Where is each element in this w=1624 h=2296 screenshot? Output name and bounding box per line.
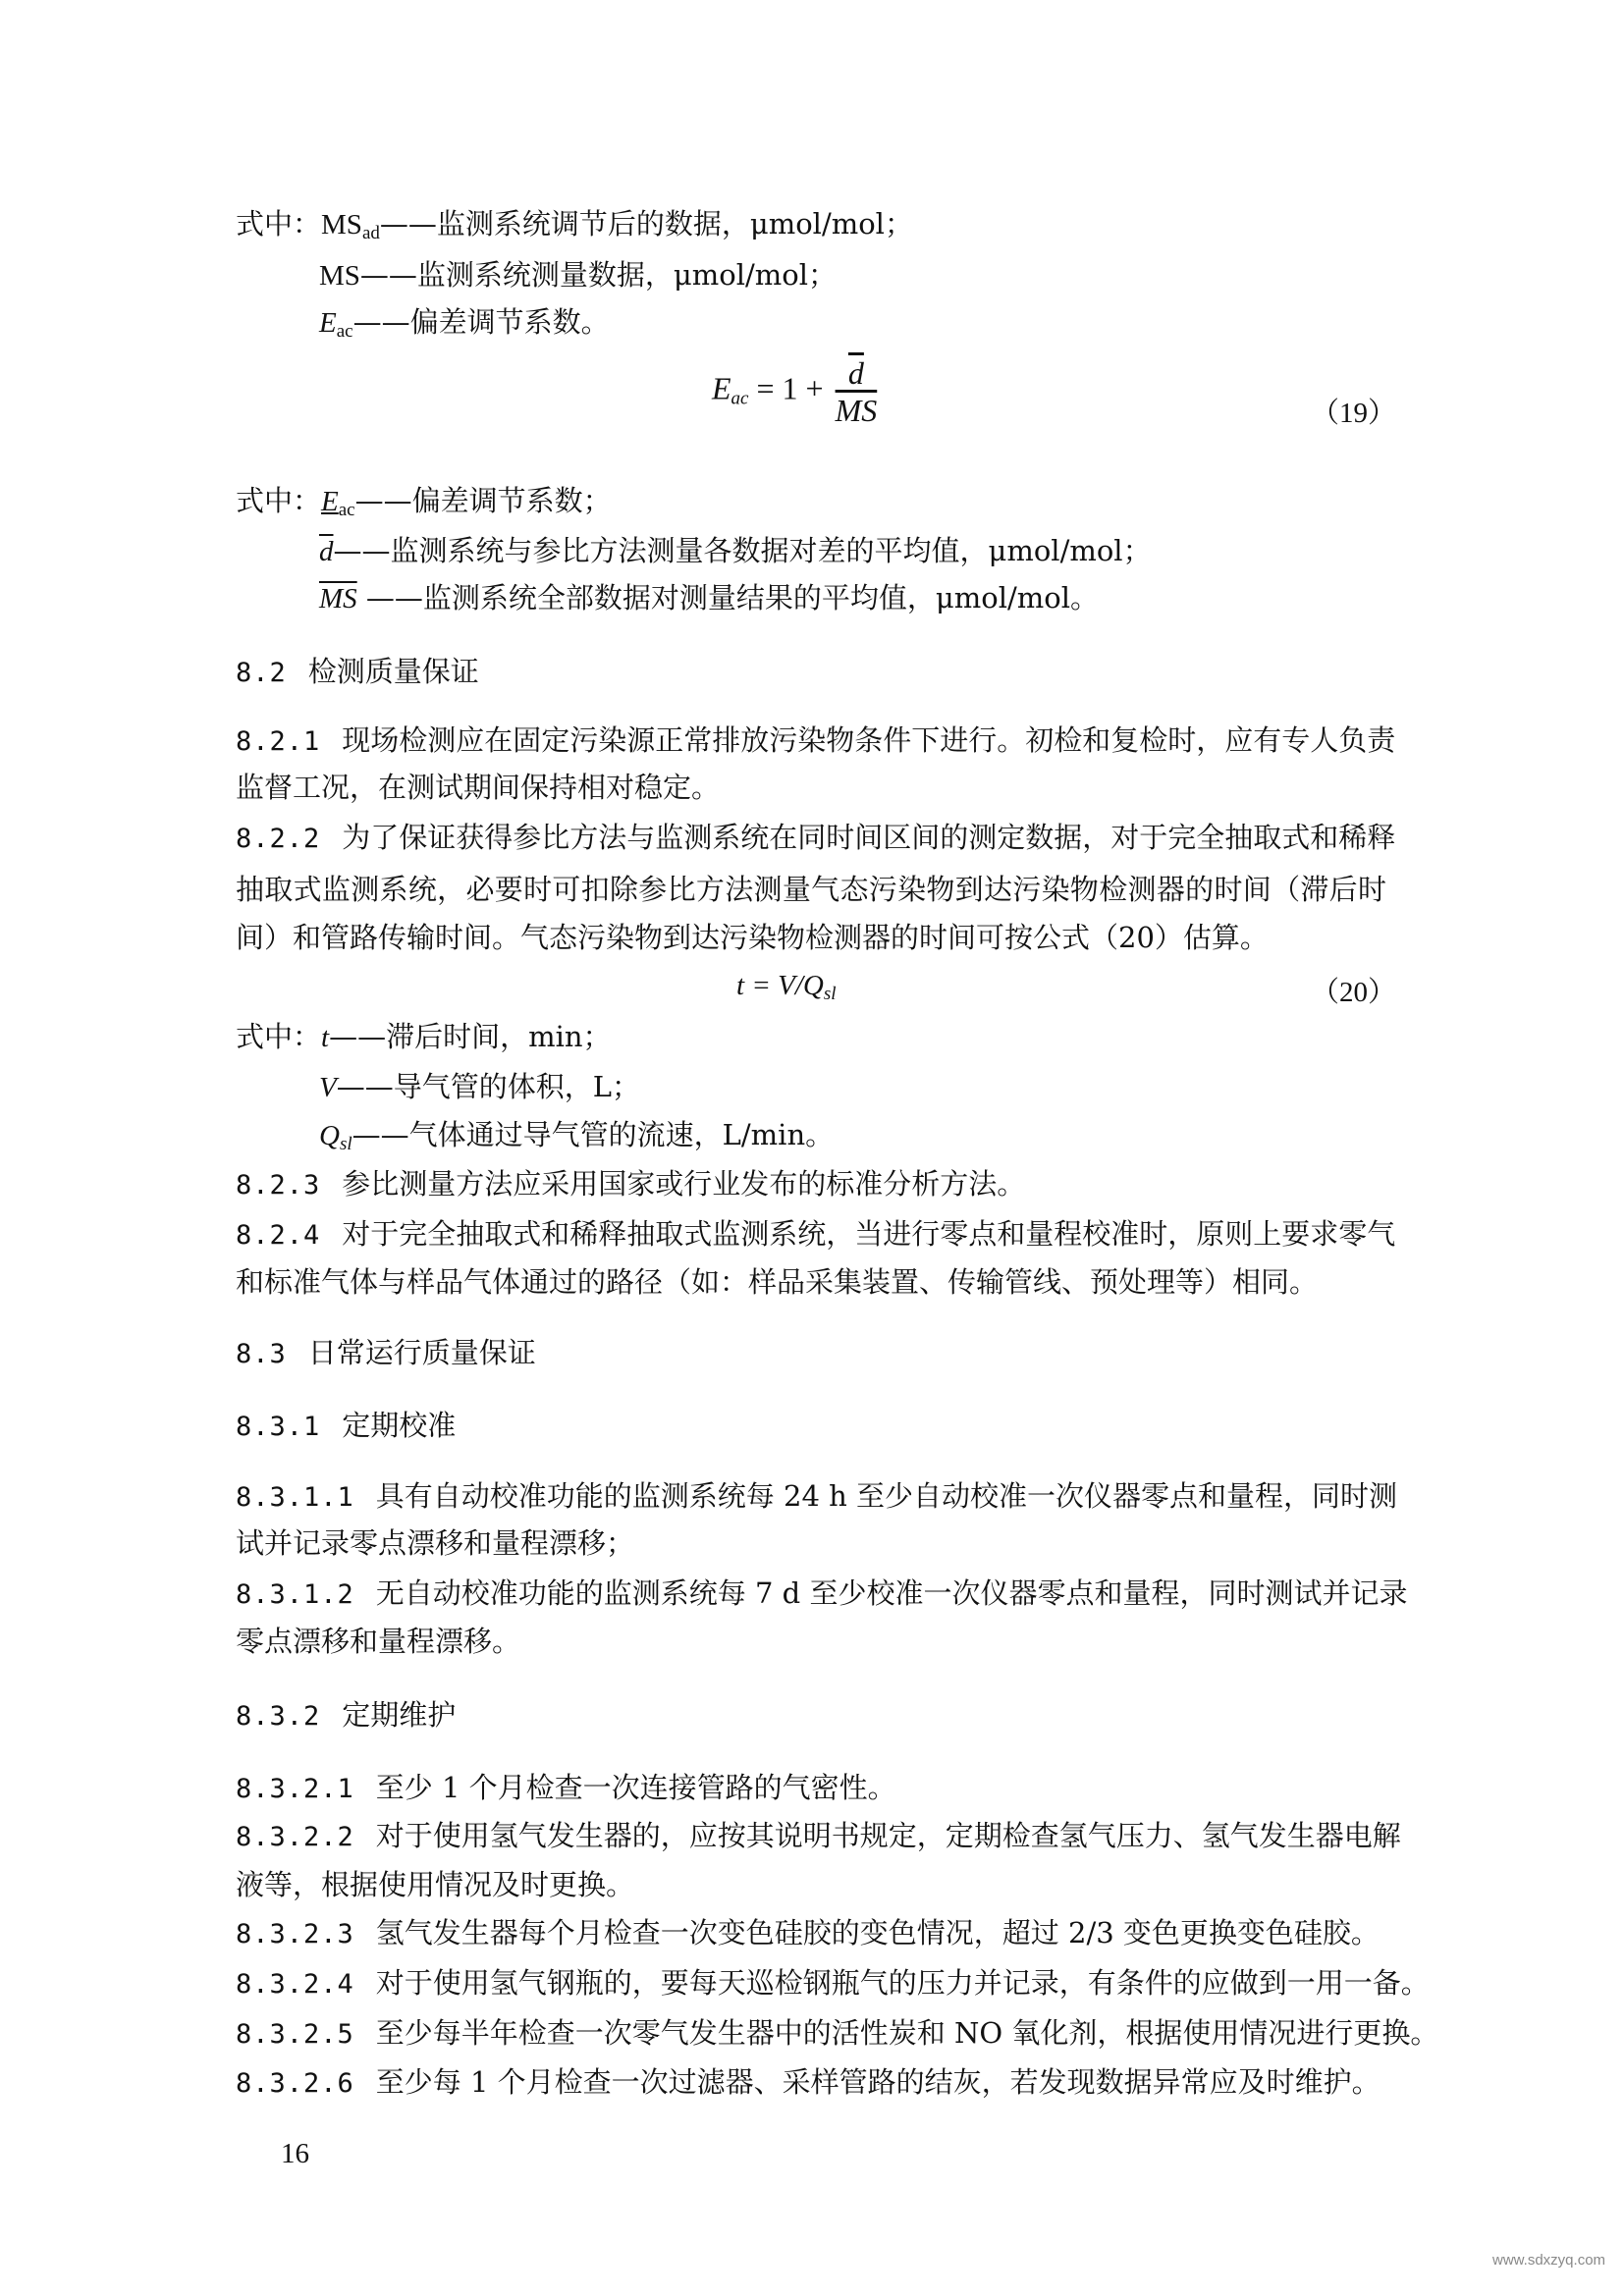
symbol: Q	[319, 1120, 340, 1151]
def3-q	[319, 1117, 834, 1152]
section-8-3-2-heading	[236, 1697, 456, 1733]
def-text: ——气体通过导气管的流速，L/min。	[352, 1118, 835, 1151]
subscript: ac	[338, 500, 355, 520]
para-line: 至少每 1 个月检查一次过滤器、采样管路的结灰，若发现数据异常应及时维护。	[375, 2065, 1380, 2099]
clause-number: 8.3.2.2	[236, 1822, 354, 1852]
subscript: ad	[361, 223, 380, 243]
def3-v	[319, 1069, 640, 1104]
section-8-3-1-heading	[236, 1408, 456, 1443]
para-line: 对于使用氢气发生器的，应按其说明书规定，定期检查氢气压力、氢气发生器电解	[375, 1819, 1401, 1852]
subscript: sl	[339, 1134, 352, 1154]
def-text: ——偏差调节系数；	[354, 484, 612, 517]
para-8-3-1-2	[236, 1575, 1408, 1611]
subscript: ac	[336, 321, 353, 342]
symbol: E	[319, 307, 337, 339]
fraction	[836, 355, 878, 428]
def-text: ——导气管的体积，L；	[336, 1070, 640, 1103]
def-ms-ad	[236, 206, 913, 241]
section-title: 定期校准	[342, 1409, 457, 1442]
formula-op: = 1 +	[748, 370, 832, 406]
section-number: 8.3	[236, 1339, 287, 1369]
para-8-2-1	[236, 722, 1396, 758]
para-8-3-2-6	[236, 2064, 1380, 2100]
clause-number: 8.2.2	[236, 824, 321, 854]
clause-number: 8.3.2.6	[236, 2068, 354, 2099]
para-line: 抽取式监测系统，必要时可扣除参比方法测量气态污染物到达污染物检测器的时间（滞后时	[236, 873, 1386, 906]
para-8-2-2	[236, 820, 1396, 855]
equation-number: （20）	[1311, 977, 1397, 1008]
clause-number: 8.3.1.2	[236, 1579, 354, 1610]
para-8-3-2-1	[236, 1770, 896, 1805]
def2-d	[319, 533, 1152, 568]
clause-number: 8.3.2.5	[236, 2019, 354, 2050]
formula-lhs: E	[712, 370, 731, 406]
clause-number: 8.2.3	[236, 1170, 321, 1201]
para-line: 监督工况，在测试期间保持相对稳定。	[236, 771, 721, 804]
def2-ms	[319, 580, 1099, 615]
def-text: ——监测系统测量数据，μmol/mol；	[359, 258, 838, 292]
clause-number: 8.2.4	[236, 1220, 321, 1251]
para-8-3-2-2	[236, 1818, 1401, 1853]
clause-number: 8.3.2.1	[236, 1774, 354, 1804]
section-number: 8.3.2	[236, 1701, 321, 1732]
def-ms	[319, 257, 837, 293]
def2-eac	[236, 483, 612, 518]
para-line: 试并记录零点漂移和量程漂移；	[236, 1526, 635, 1560]
para-8-3-2-5	[236, 2015, 1438, 2051]
numerator: $\overline{d}$	[847, 355, 864, 391]
section-title: 定期维护	[342, 1698, 457, 1732]
para-line: 现场检测应在固定污染源正常排放污染物条件下进行。初检和复检时，应有专人负责	[342, 723, 1396, 757]
para-8-2-4	[236, 1216, 1396, 1252]
para-line: 间）和管路传输时间。气态污染物到达污染物检测器的时间可按公式（20）估算。	[236, 921, 1269, 954]
formula-20	[736, 970, 837, 1005]
denominator: MS	[835, 393, 878, 428]
para-line: 和标准气体与样品气体通过的路径（如：样品采集装置、传输管线、预处理等）相同。	[236, 1265, 1319, 1299]
para-8-3-1-1	[236, 1478, 1398, 1514]
section-title: 日常运行质量保证	[307, 1336, 536, 1369]
symbol: MS	[321, 209, 362, 240]
formula-lhs: t	[736, 970, 745, 1001]
formula-lhs-sub: ac	[731, 388, 749, 409]
formula-19	[712, 355, 877, 428]
def-eac	[319, 304, 610, 340]
def-prefix: 式中：	[236, 484, 322, 517]
clause-number: 8.2.1	[236, 726, 321, 757]
symbol: MS	[319, 260, 360, 292]
para-line: 液等，根据使用情况及时更换。	[236, 1868, 635, 1901]
para-line: 无自动校准功能的监测系统每 7 d 至少校准一次仪器零点和量程，同时测试并记录	[375, 1576, 1408, 1610]
clause-number: 8.3.2.4	[236, 1969, 354, 2000]
symbol: t	[321, 1022, 330, 1053]
para-8-3-2-3	[236, 1915, 1380, 1950]
symbol: E	[321, 486, 339, 517]
section-title: 检测质量保证	[307, 655, 479, 688]
symbol: V	[319, 1072, 337, 1103]
equation-number: （19）	[1311, 398, 1397, 429]
def-prefix: 式中：	[236, 1020, 322, 1053]
formula-rhs: = V/Q	[744, 970, 824, 1001]
para-8-2-3	[236, 1166, 1025, 1201]
para-line: 具有自动校准功能的监测系统每 24 h 至少自动校准一次仪器零点和量程，同时测	[375, 1479, 1398, 1513]
para-line: 对于使用氢气钢瓶的，要每天巡检钢瓶气的压力并记录，有条件的应做到一用一备。	[375, 1966, 1430, 2000]
def-text: ——滞后时间，min；	[329, 1020, 612, 1053]
formula-sub: sl	[823, 984, 837, 1004]
clause-number: 8.3.2.3	[236, 1919, 354, 1949]
def-text: ——监测系统与参比方法测量各数据对差的平均值，μmol/mol；	[333, 534, 1152, 567]
clause-number: 8.3.1.1	[236, 1482, 354, 1513]
page-number: 16	[281, 2138, 309, 2169]
para-line: 至少每半年检查一次零气发生器中的活性炭和 NO 氧化剂，根据使用情况进行更换。	[375, 2016, 1439, 2050]
def-prefix: 式中：	[236, 207, 322, 240]
para-line: 氢气发生器每个月检查一次变色硅胶的变色情况，超过 2/3 变色更换变色硅胶。	[375, 1916, 1380, 1949]
section-number: 8.2	[236, 658, 287, 688]
section-8-3-heading	[236, 1335, 536, 1370]
def-text: ——监测系统调节后的数据，μmol/mol；	[379, 207, 913, 240]
watermark: www.sdxzyq.com	[1492, 2252, 1606, 2269]
para-line: 零点漂移和量程漂移。	[236, 1625, 521, 1658]
para-line: 对于完全抽取式和稀释抽取式监测系统，当进行零点和量程校准时，原则上要求零气	[342, 1217, 1396, 1251]
def-text: ——监测系统全部数据对测量结果的平均值，μmol/mol。	[356, 581, 1099, 614]
para-8-3-2-4	[236, 1965, 1430, 2001]
section-8-2-heading	[236, 654, 479, 689]
section-number: 8.3.1	[236, 1412, 321, 1442]
def3-t	[236, 1019, 612, 1054]
para-line: 参比测量方法应采用国家或行业发布的标准分析方法。	[342, 1167, 1026, 1201]
para-line: 为了保证获得参比方法与监测系统在同时间区间的测定数据，对于完全抽取式和稀释	[342, 821, 1396, 854]
def-text: ——偏差调节系数。	[352, 305, 610, 339]
symbol: $\overline{MS}$	[319, 583, 357, 614]
symbol: $\overline{d}$	[319, 536, 334, 567]
para-line: 至少 1 个月检查一次连接管路的气密性。	[375, 1771, 896, 1804]
